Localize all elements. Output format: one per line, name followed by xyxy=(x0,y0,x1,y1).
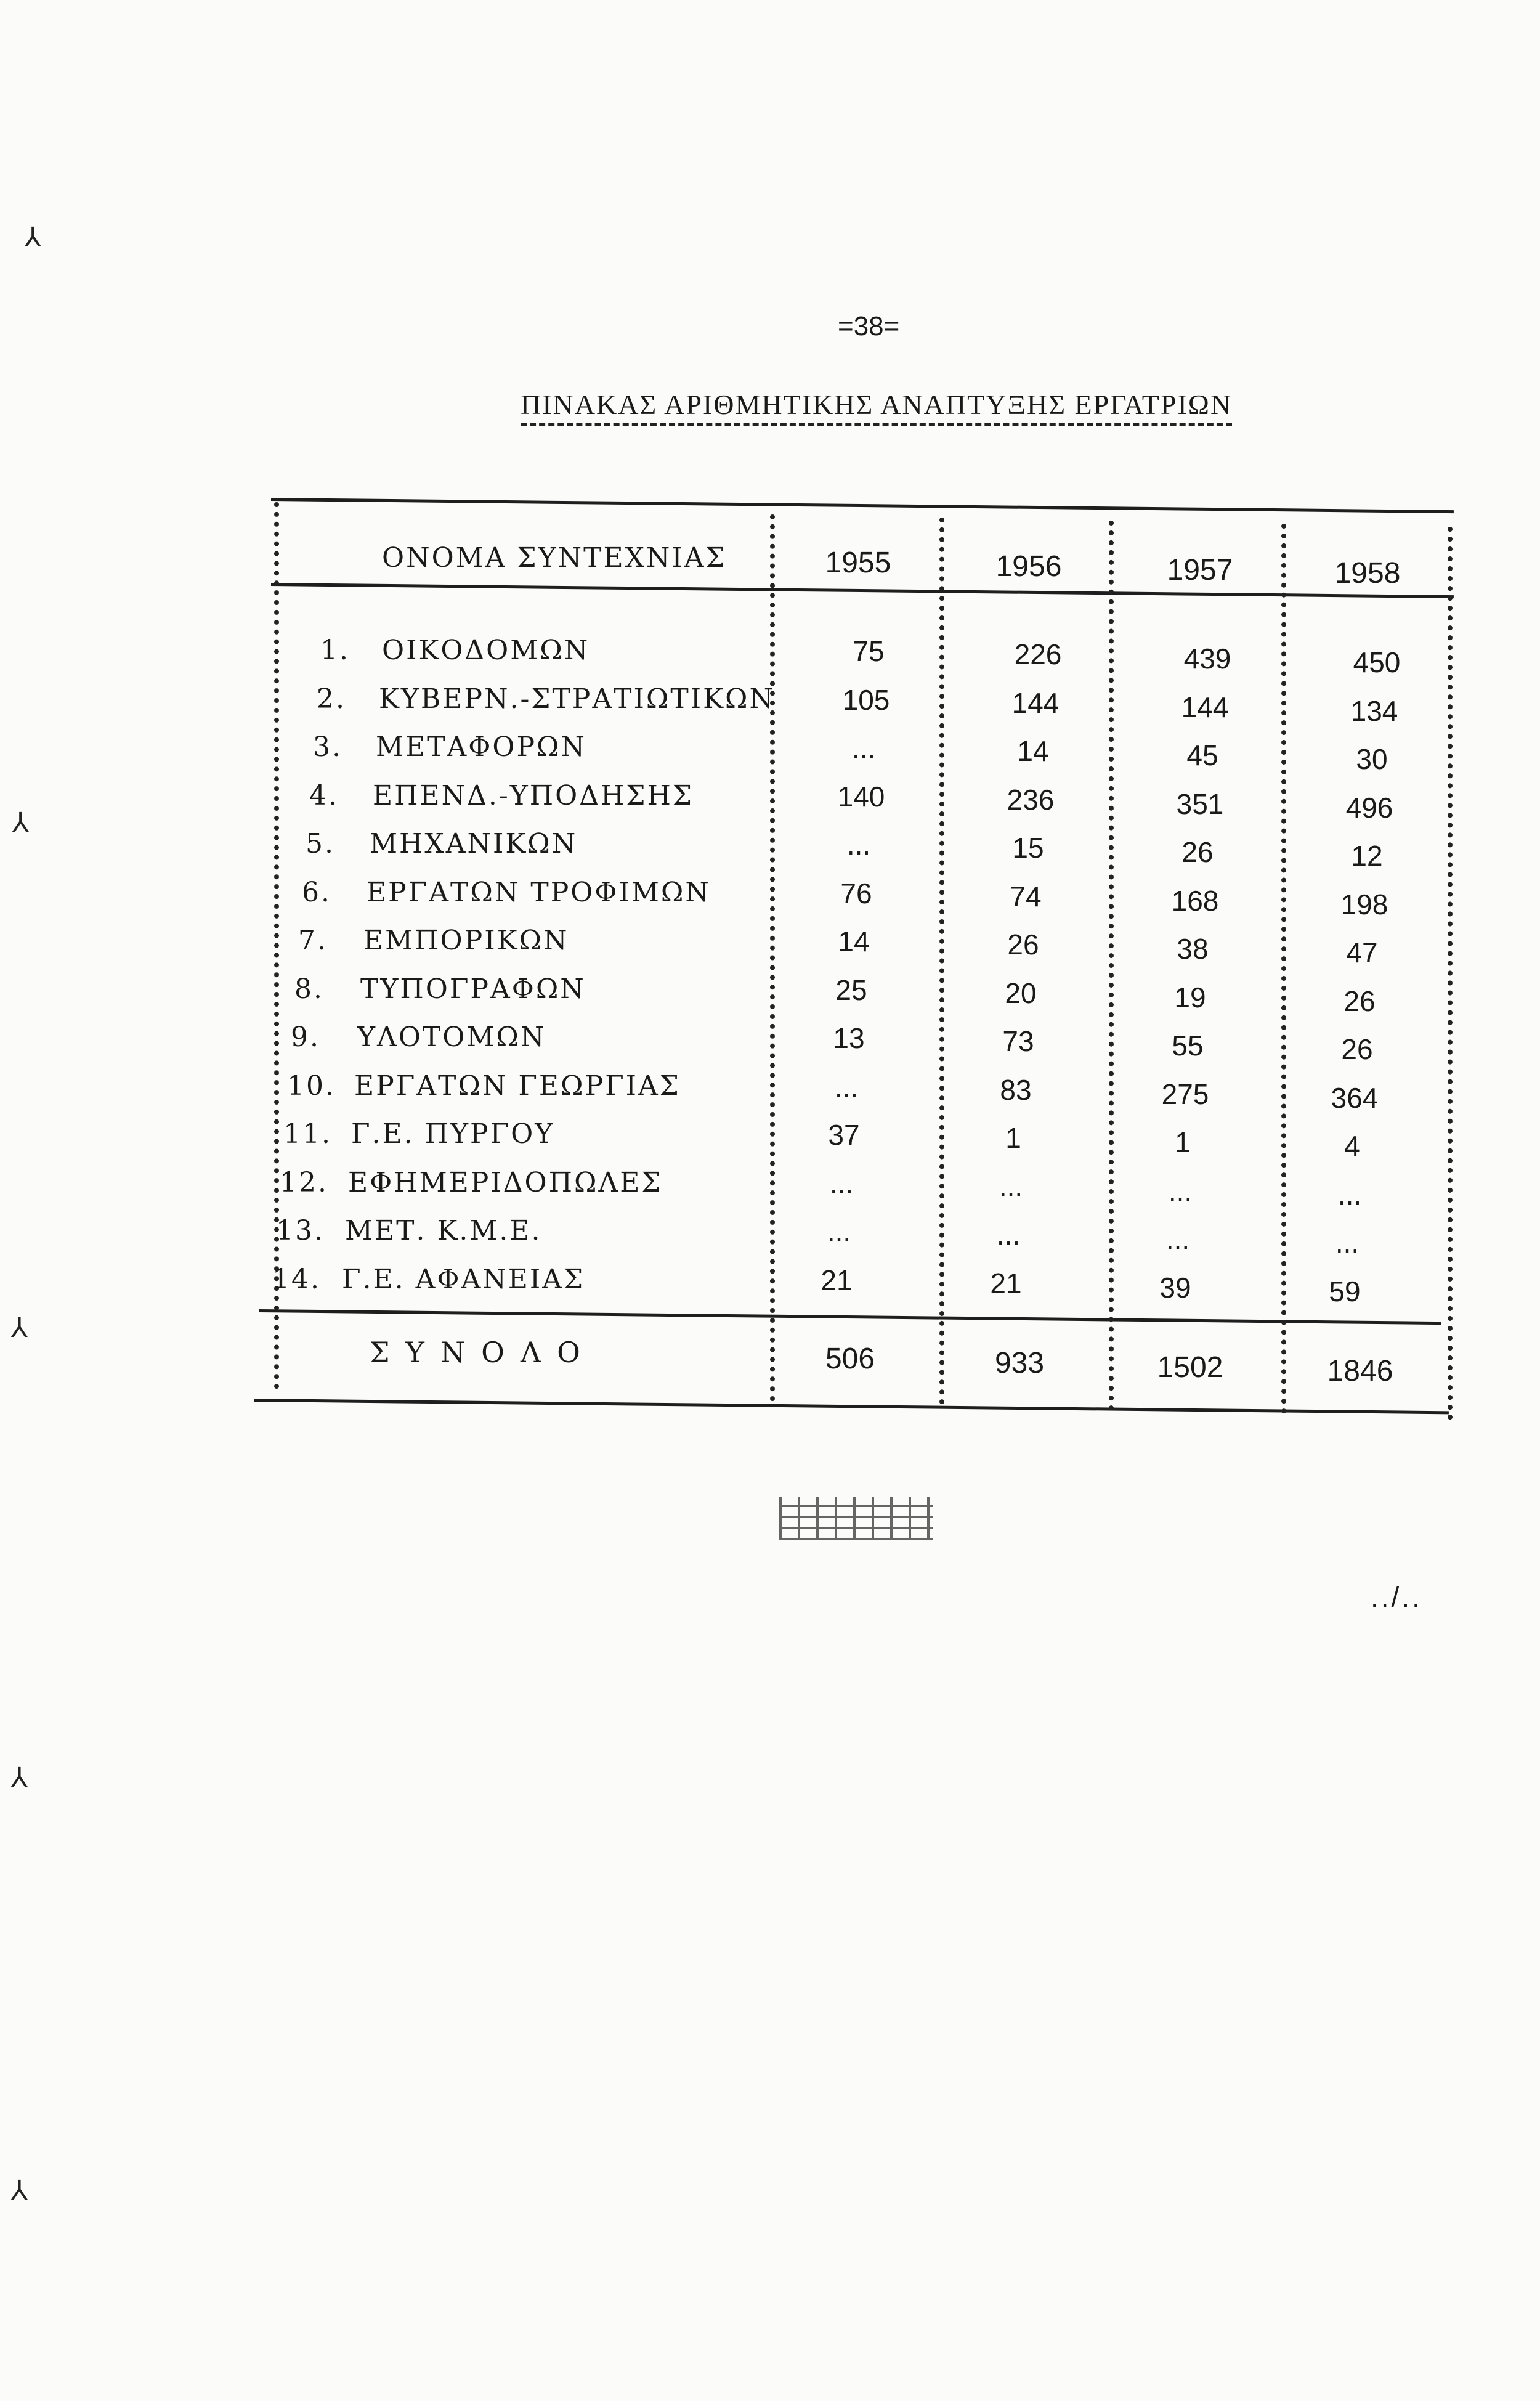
row-index: 2. xyxy=(317,683,346,715)
total-label: ΣΥΝΟΛΟ xyxy=(370,1336,596,1369)
row-union-name: ΕΜΠΟΡΙΚΩΝ xyxy=(363,925,569,956)
row-value-1957: 19 xyxy=(1174,981,1206,1014)
row-union-name: ΚΥΒΕΡΝ.-ΣΤΡΑΤΙΩΤΙΚΩΝ xyxy=(379,683,775,715)
row-value-1956: 73 xyxy=(1002,1025,1034,1057)
row-value-1958: 59 xyxy=(1329,1275,1361,1307)
row-index: 10. xyxy=(287,1070,336,1102)
total-1957: 1502 xyxy=(1157,1351,1223,1384)
row-value-1958: ... xyxy=(1337,1178,1362,1211)
margin-mark: ⅄ xyxy=(11,1762,28,1794)
row-index: 9. xyxy=(291,1022,320,1053)
header-bottom-rule xyxy=(271,583,1454,598)
row-value-1955: 37 xyxy=(828,1119,860,1151)
column-separator-1958 xyxy=(1281,524,1286,1414)
row-union-name: ΤΥΠΟΓΡΑΦΩΝ xyxy=(360,973,586,1005)
header-year-1956: 1956 xyxy=(995,550,1062,583)
row-value-1958: 198 xyxy=(1340,888,1388,920)
continuation-mark: ../.. xyxy=(1371,1581,1422,1613)
row-index: 7. xyxy=(298,925,328,956)
row-value-1957: ... xyxy=(1168,1174,1193,1207)
row-value-1955: 14 xyxy=(838,925,870,957)
row-value-1957: 26 xyxy=(1181,836,1214,868)
row-value-1956: ... xyxy=(996,1219,1021,1251)
row-value-1956: 21 xyxy=(990,1267,1022,1299)
page-number: =38= xyxy=(838,311,900,341)
row-value-1957: 351 xyxy=(1176,787,1224,820)
row-value-1956: 236 xyxy=(1007,783,1055,816)
header-union-name: ΟΝΟΜΑ ΣΥΝΤΕΧΝΙΑΣ xyxy=(382,542,727,574)
margin-mark: ⅄ xyxy=(25,222,41,253)
row-value-1955: 105 xyxy=(842,683,890,716)
row-value-1957: 45 xyxy=(1186,739,1218,771)
row-index: 11. xyxy=(283,1118,332,1150)
separator-stamp xyxy=(779,1497,933,1540)
row-value-1957: 1 xyxy=(1175,1126,1191,1158)
column-separator-1955 xyxy=(770,514,775,1402)
row-index: 12. xyxy=(280,1166,328,1198)
row-union-name: ΕΡΓΑΤΩΝ ΓΕΩΡΓΙΑΣ xyxy=(354,1070,681,1102)
row-value-1958: 364 xyxy=(1331,1081,1379,1114)
row-union-name: ΜΕΤ. Κ.Μ.Ε. xyxy=(345,1215,542,1246)
row-value-1958: 47 xyxy=(1346,936,1378,969)
margin-mark: ⅄ xyxy=(11,2175,28,2206)
total-1958: 1846 xyxy=(1327,1355,1393,1387)
row-index: 8. xyxy=(294,973,324,1005)
total-1955: 506 xyxy=(825,1343,875,1375)
row-value-1955: 76 xyxy=(840,877,872,909)
row-value-1955: 140 xyxy=(837,780,885,813)
row-value-1957: 168 xyxy=(1171,884,1219,917)
row-index: 4. xyxy=(309,779,339,811)
row-value-1957: 38 xyxy=(1177,933,1209,965)
column-separator-right xyxy=(1448,527,1453,1420)
row-value-1958: ... xyxy=(1335,1227,1360,1259)
total-top-rule xyxy=(259,1309,1441,1325)
row-value-1957: 144 xyxy=(1181,691,1229,723)
row-union-name: ΜΗΧΑΝΙΚΩΝ xyxy=(370,828,578,859)
row-value-1956: 144 xyxy=(1011,686,1060,719)
row-union-name: Γ.Ε. ΑΦΑΝΕΙΑΣ xyxy=(342,1263,585,1295)
row-value-1956: 14 xyxy=(1017,735,1049,767)
row-value-1958: 12 xyxy=(1351,840,1383,872)
row-index: 3. xyxy=(313,731,342,763)
column-separator-1957 xyxy=(1109,521,1114,1411)
row-value-1956: 83 xyxy=(1000,1073,1032,1106)
row-value-1958: 30 xyxy=(1356,743,1388,775)
row-union-name: ΥΛΟΤΟΜΩΝ xyxy=(357,1022,546,1053)
row-value-1957: ... xyxy=(1165,1223,1190,1255)
row-value-1956: 1 xyxy=(1005,1122,1021,1154)
table-title: ΠΙΝΑΚΑΣ ΑΡΙΘΜΗΤΙΚΗΣ ΑΝΑΠΤΥΞΗΣ ΕΡΓΑΤΡΙΩΝ xyxy=(521,388,1232,426)
header-year-1958: 1958 xyxy=(1334,557,1401,590)
margin-mark: ⅄ xyxy=(12,807,29,839)
column-separator-1956 xyxy=(939,518,944,1405)
row-value-1955: 21 xyxy=(821,1264,853,1296)
table-top-rule xyxy=(271,498,1454,513)
row-index: 1. xyxy=(320,635,350,666)
row-union-name: ΕΠΕΝΔ.-ΥΠΟΔΗΣΗΣ xyxy=(373,779,694,811)
total-1956: 933 xyxy=(994,1347,1045,1379)
row-value-1955: ... xyxy=(834,1070,859,1103)
column-separator-left xyxy=(274,502,279,1389)
row-value-1955: ... xyxy=(827,1216,851,1248)
row-union-name: ΕΦΗΜΕΡΙΔΟΠΩΛΕΣ xyxy=(348,1166,663,1198)
row-value-1956: 74 xyxy=(1010,880,1042,912)
row-index: 13. xyxy=(276,1215,325,1246)
row-value-1955: ... xyxy=(851,732,876,764)
table-bottom-rule xyxy=(254,1399,1449,1414)
row-value-1957: 275 xyxy=(1161,1078,1209,1110)
row-value-1955: ... xyxy=(846,829,871,861)
row-value-1958: 450 xyxy=(1353,646,1401,678)
row-union-name: ΟΙΚΟΔΟΜΩΝ xyxy=(382,635,590,666)
row-value-1957: 55 xyxy=(1172,1030,1204,1062)
row-value-1956: 15 xyxy=(1012,832,1044,864)
row-value-1958: 134 xyxy=(1350,694,1398,727)
row-value-1956: 226 xyxy=(1014,638,1062,670)
row-union-name: Γ.Ε. ΠΥΡΓΟΥ xyxy=(351,1118,555,1150)
row-value-1958: 496 xyxy=(1345,791,1393,824)
row-value-1955: 13 xyxy=(833,1022,865,1054)
row-value-1955: 25 xyxy=(835,973,867,1006)
row-value-1958: 26 xyxy=(1343,985,1376,1017)
header-year-1957: 1957 xyxy=(1167,554,1233,587)
row-index: 14. xyxy=(272,1263,321,1295)
row-value-1955: 75 xyxy=(853,635,885,667)
row-index: 6. xyxy=(302,876,331,908)
row-value-1956: ... xyxy=(999,1170,1023,1203)
row-value-1956: 26 xyxy=(1007,928,1039,961)
margin-mark: ⅄ xyxy=(11,1312,28,1344)
row-value-1958: 26 xyxy=(1341,1033,1373,1065)
row-value-1957: 39 xyxy=(1159,1271,1191,1304)
row-value-1955: ... xyxy=(829,1167,854,1200)
row-union-name: ΕΡΓΑΤΩΝ ΤΡΟΦΙΜΩΝ xyxy=(367,876,711,908)
row-index: 5. xyxy=(306,828,335,859)
row-value-1957: 439 xyxy=(1183,643,1231,675)
row-value-1956: 20 xyxy=(1005,977,1037,1009)
header-year-1955: 1955 xyxy=(825,546,891,579)
row-union-name: ΜΕΤΑΦΟΡΩΝ xyxy=(376,731,587,763)
row-value-1958: 4 xyxy=(1344,1130,1360,1162)
